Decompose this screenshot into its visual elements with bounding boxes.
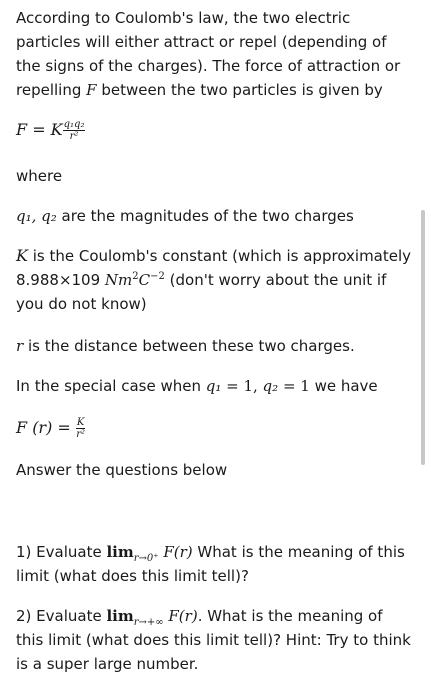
special-text: In the special case when: [16, 377, 206, 395]
charges-line: [16, 204, 354, 228]
intro-text: According to Coulomb's law, the two electric particles will either attract or repel (depending of the signs of the charges). The force of attraction or repelling: [16, 9, 401, 99]
intro-text-end: between the two particles is given by: [96, 81, 383, 99]
question-1-prefix: 1) Evaluate: [16, 543, 107, 561]
limit-operator-1: lim: [106, 543, 134, 561]
question-2: [16, 604, 414, 676]
constant-text-end: (don't worry about the unit if you do not know): [16, 271, 387, 313]
distance-text: is the distance between these two charges.: [23, 337, 355, 355]
formula-fraction: [63, 119, 86, 142]
force-variable: F: [86, 81, 97, 99]
distance-variable: r: [16, 337, 24, 355]
question-1-text: What is the meaning of this limit (what does this limit tell)?: [16, 543, 405, 585]
unit-m-exponent: 2: [132, 271, 139, 282]
fraction-numerator: q₁q₂: [63, 119, 85, 130]
where-label: where: [16, 167, 63, 185]
fraction-denominator: r²: [69, 131, 79, 142]
charges-text: are the magnitudes of the two charges: [56, 207, 354, 225]
formula-lhs: F = K: [16, 120, 63, 139]
constant-text: is the Coulomb's constant (which is approximately 8.988×109: [16, 247, 412, 289]
charge-variables: q₁, q₂: [16, 207, 57, 225]
question-2-prefix: 2) Evaluate: [16, 607, 107, 625]
reduced-denominator: r²: [76, 429, 86, 440]
q2-variable: q₂: [262, 377, 279, 395]
limit-function-1: F(r): [158, 543, 193, 561]
special-case-line: [16, 374, 414, 398]
unit-c: C: [138, 271, 151, 289]
special-text-end: we have: [309, 377, 378, 395]
question-2-text: . What is the meaning of this limit (what does this limit tell)? Hint: Try to think is a super large number.: [16, 607, 411, 673]
question-1: [16, 540, 414, 588]
reduced-formula-lhs: F (r) =: [16, 418, 76, 437]
q1-variable: q₁: [205, 377, 222, 395]
distance-line: [16, 334, 355, 358]
limit-operator-2: lim: [106, 607, 134, 625]
q1-value: = 1,: [221, 377, 263, 395]
intro-paragraph: [16, 6, 414, 102]
constant-paragraph: [16, 244, 414, 316]
coulomb-formula: [16, 118, 85, 142]
unit-nm: Nm: [104, 271, 133, 289]
answer-instruction: Answer the questions below: [16, 461, 228, 479]
scrollbar[interactable]: [421, 210, 425, 465]
limit-function-2: F(r): [163, 607, 198, 625]
reduced-formula: [16, 416, 85, 440]
reduced-fraction: [76, 417, 85, 440]
reduced-numerator: K: [76, 417, 85, 428]
constant-variable: K: [16, 246, 28, 265]
limit-subscript-1: r→0⁺: [133, 553, 159, 564]
unit-c-exponent: −2: [150, 271, 165, 282]
limit-subscript-2: r→+∞: [133, 617, 164, 628]
q2-value: = 1: [278, 377, 310, 395]
